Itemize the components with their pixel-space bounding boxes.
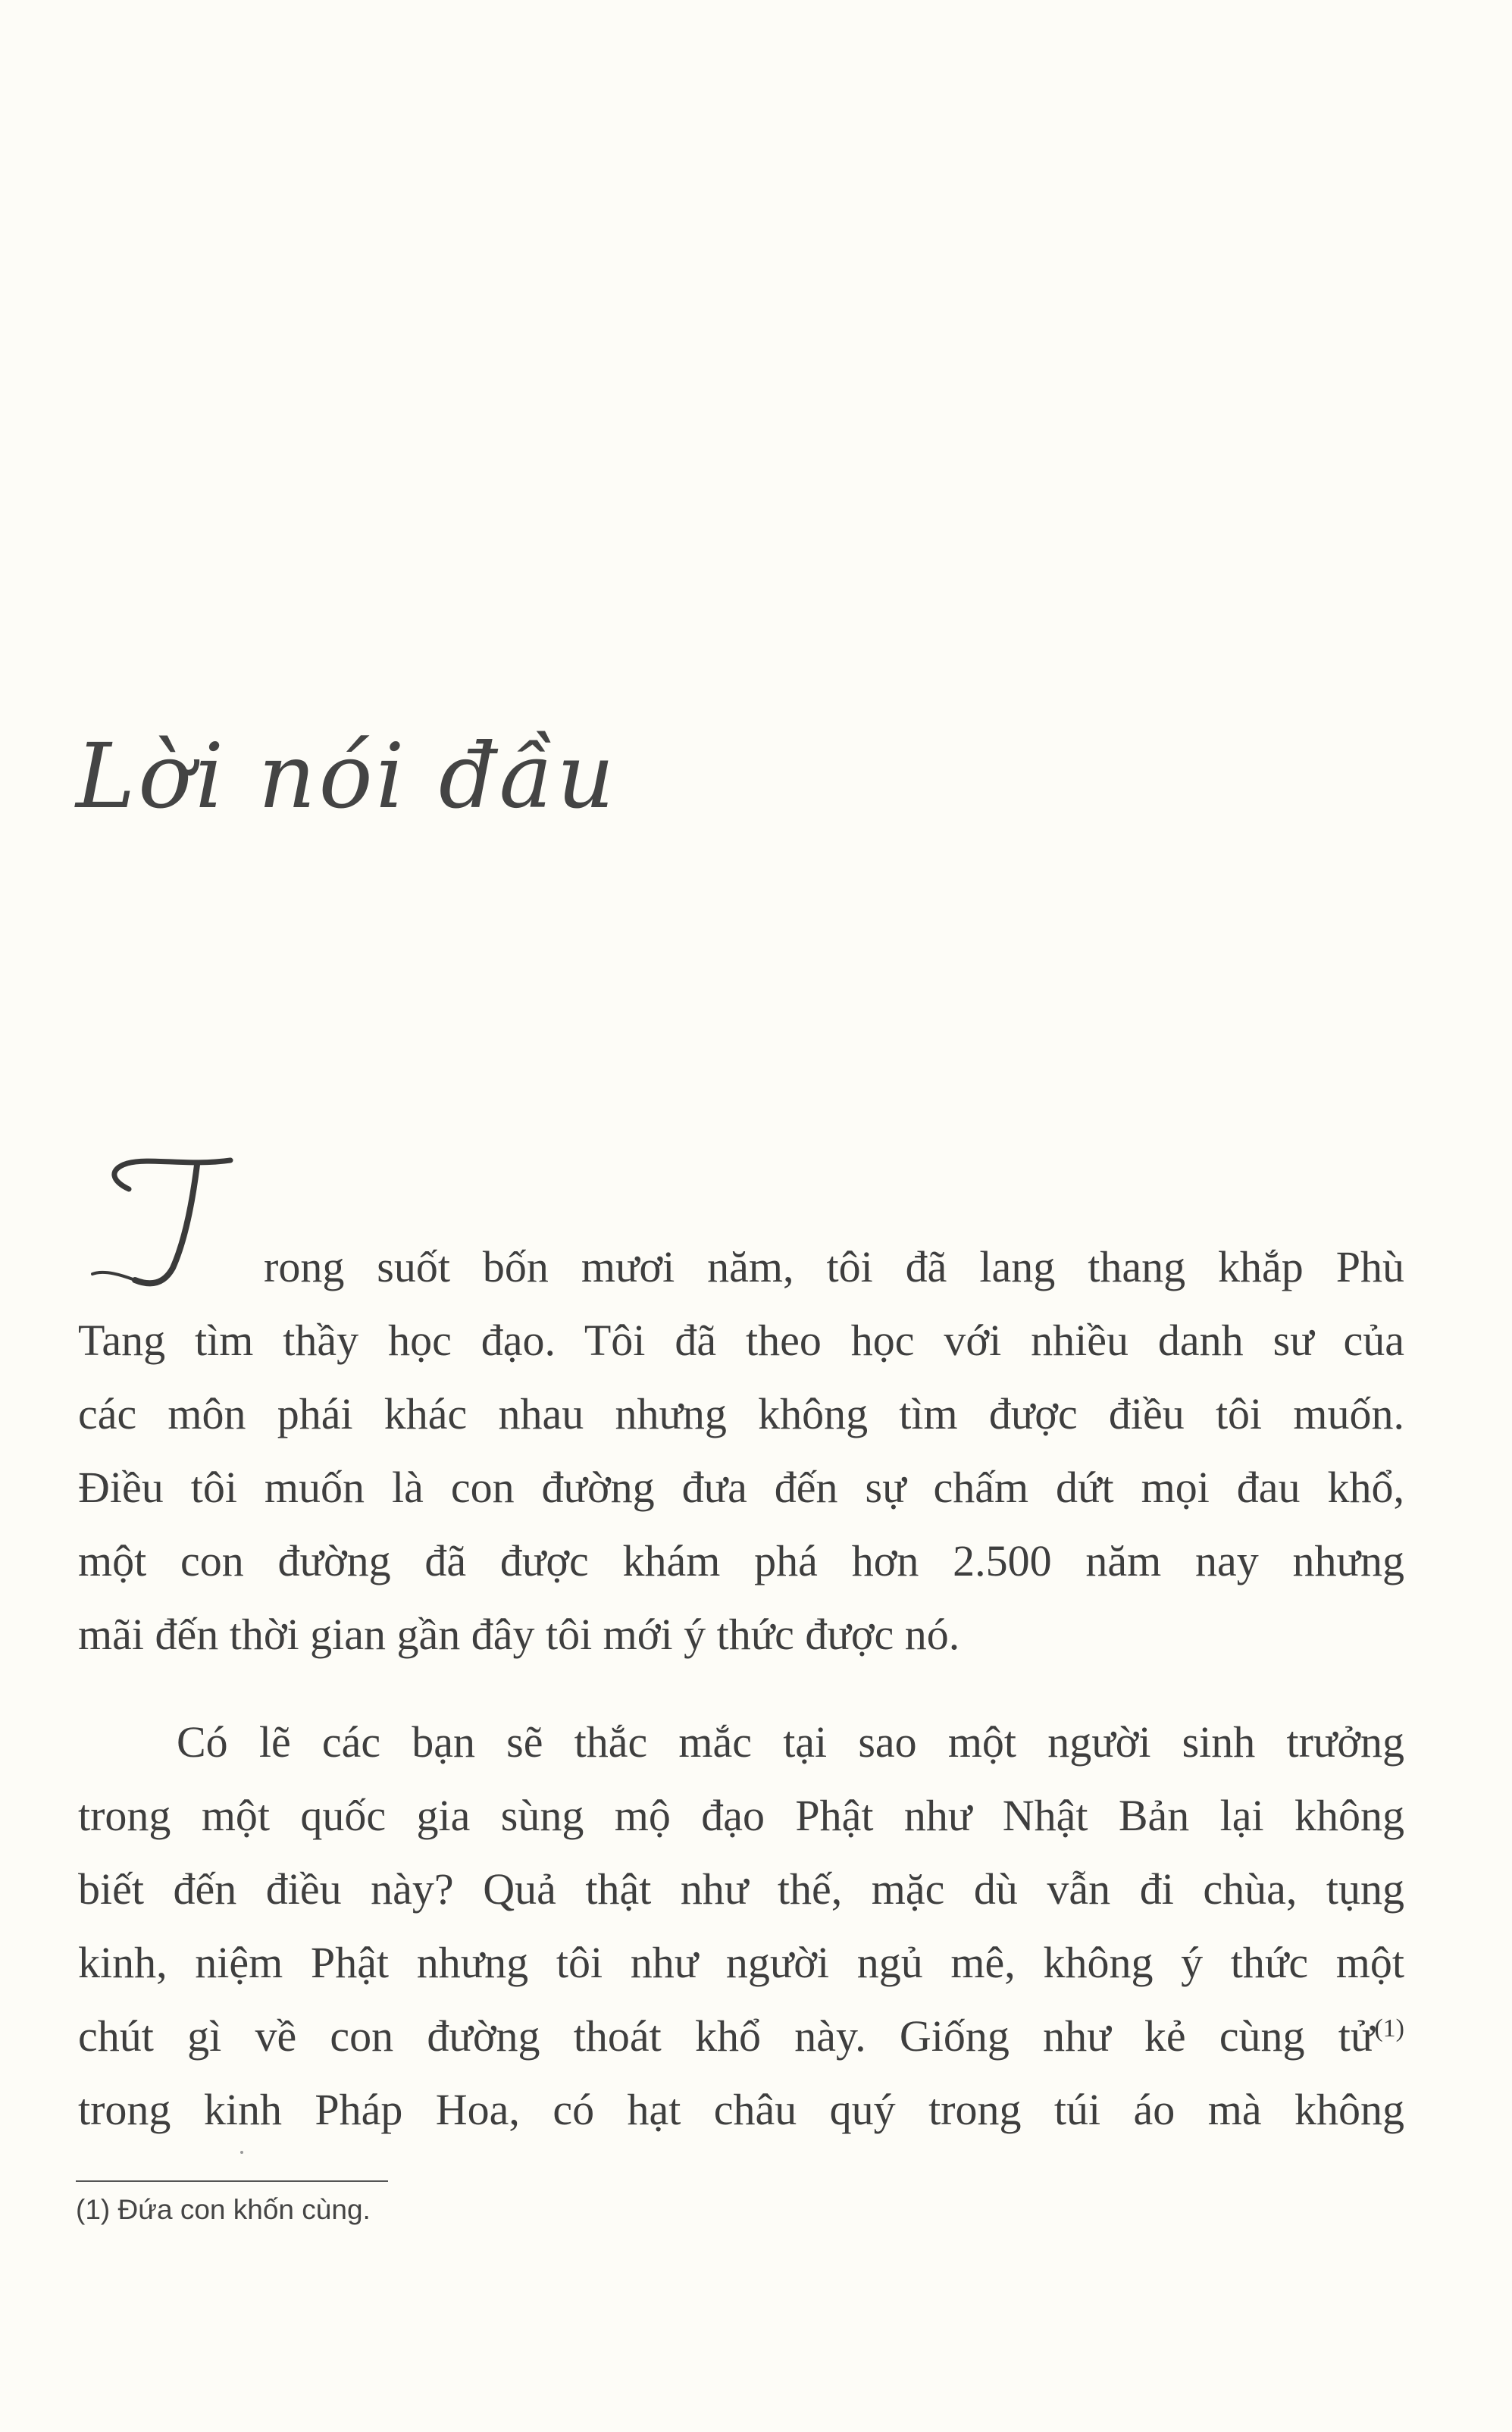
text-line: biết đến điều này? Quả thật như thế, mặc dù vẫn đi chùa, tụng — [78, 1864, 1404, 1914]
text-line: trong kinh Pháp Hoa, có hạt châu quý trong túi áo mà không — [78, 2085, 1404, 2134]
text-line: Điều tôi muốn là con đường đưa đến sự chấm dứt mọi đau khổ, — [78, 1463, 1404, 1512]
text-line: kinh, niệm Phật nhưng tôi như người ngủ mê, không ý thức một — [78, 1938, 1404, 1987]
drop-cap-letter — [82, 1156, 256, 1292]
text-line: các môn phái khác nhau nhưng không tìm được điều tôi muốn. — [78, 1389, 1404, 1438]
text-line: rong suốt bốn mươi năm, tôi đã lang thang khắp Phù — [264, 1242, 1404, 1291]
footnote-text: (1) Đứa con khốn cùng. — [76, 2194, 371, 2225]
footnote-divider — [76, 2180, 388, 2182]
text-line-content: chút gì về con đường thoát khổ này. Giống như kẻ cùng tử — [78, 2011, 1375, 2061]
footnote-marker: (1) — [1374, 2014, 1404, 2042]
text-line: một con đường đã được khám phá hơn 2.500 năm nay nhưng — [78, 1536, 1404, 1585]
text-line: mãi đến thời gian gần đây tôi mới ý thức được nó. — [78, 1610, 960, 1659]
text-line-with-footnote — [78, 2006, 1404, 2067]
text-line: Có lẽ các bạn sẽ thắc mắc tại sao một người sinh trưởng — [177, 1717, 1404, 1767]
text-line: trong một quốc gia sùng mộ đạo Phật như Nhật Bản lại không — [78, 1791, 1404, 1840]
print-speck — [240, 2151, 243, 2154]
chapter-title: Lời nói đầu — [76, 724, 618, 828]
text-line: Tang tìm thầy học đạo. Tôi đã theo học với nhiều danh sư của — [78, 1316, 1404, 1365]
